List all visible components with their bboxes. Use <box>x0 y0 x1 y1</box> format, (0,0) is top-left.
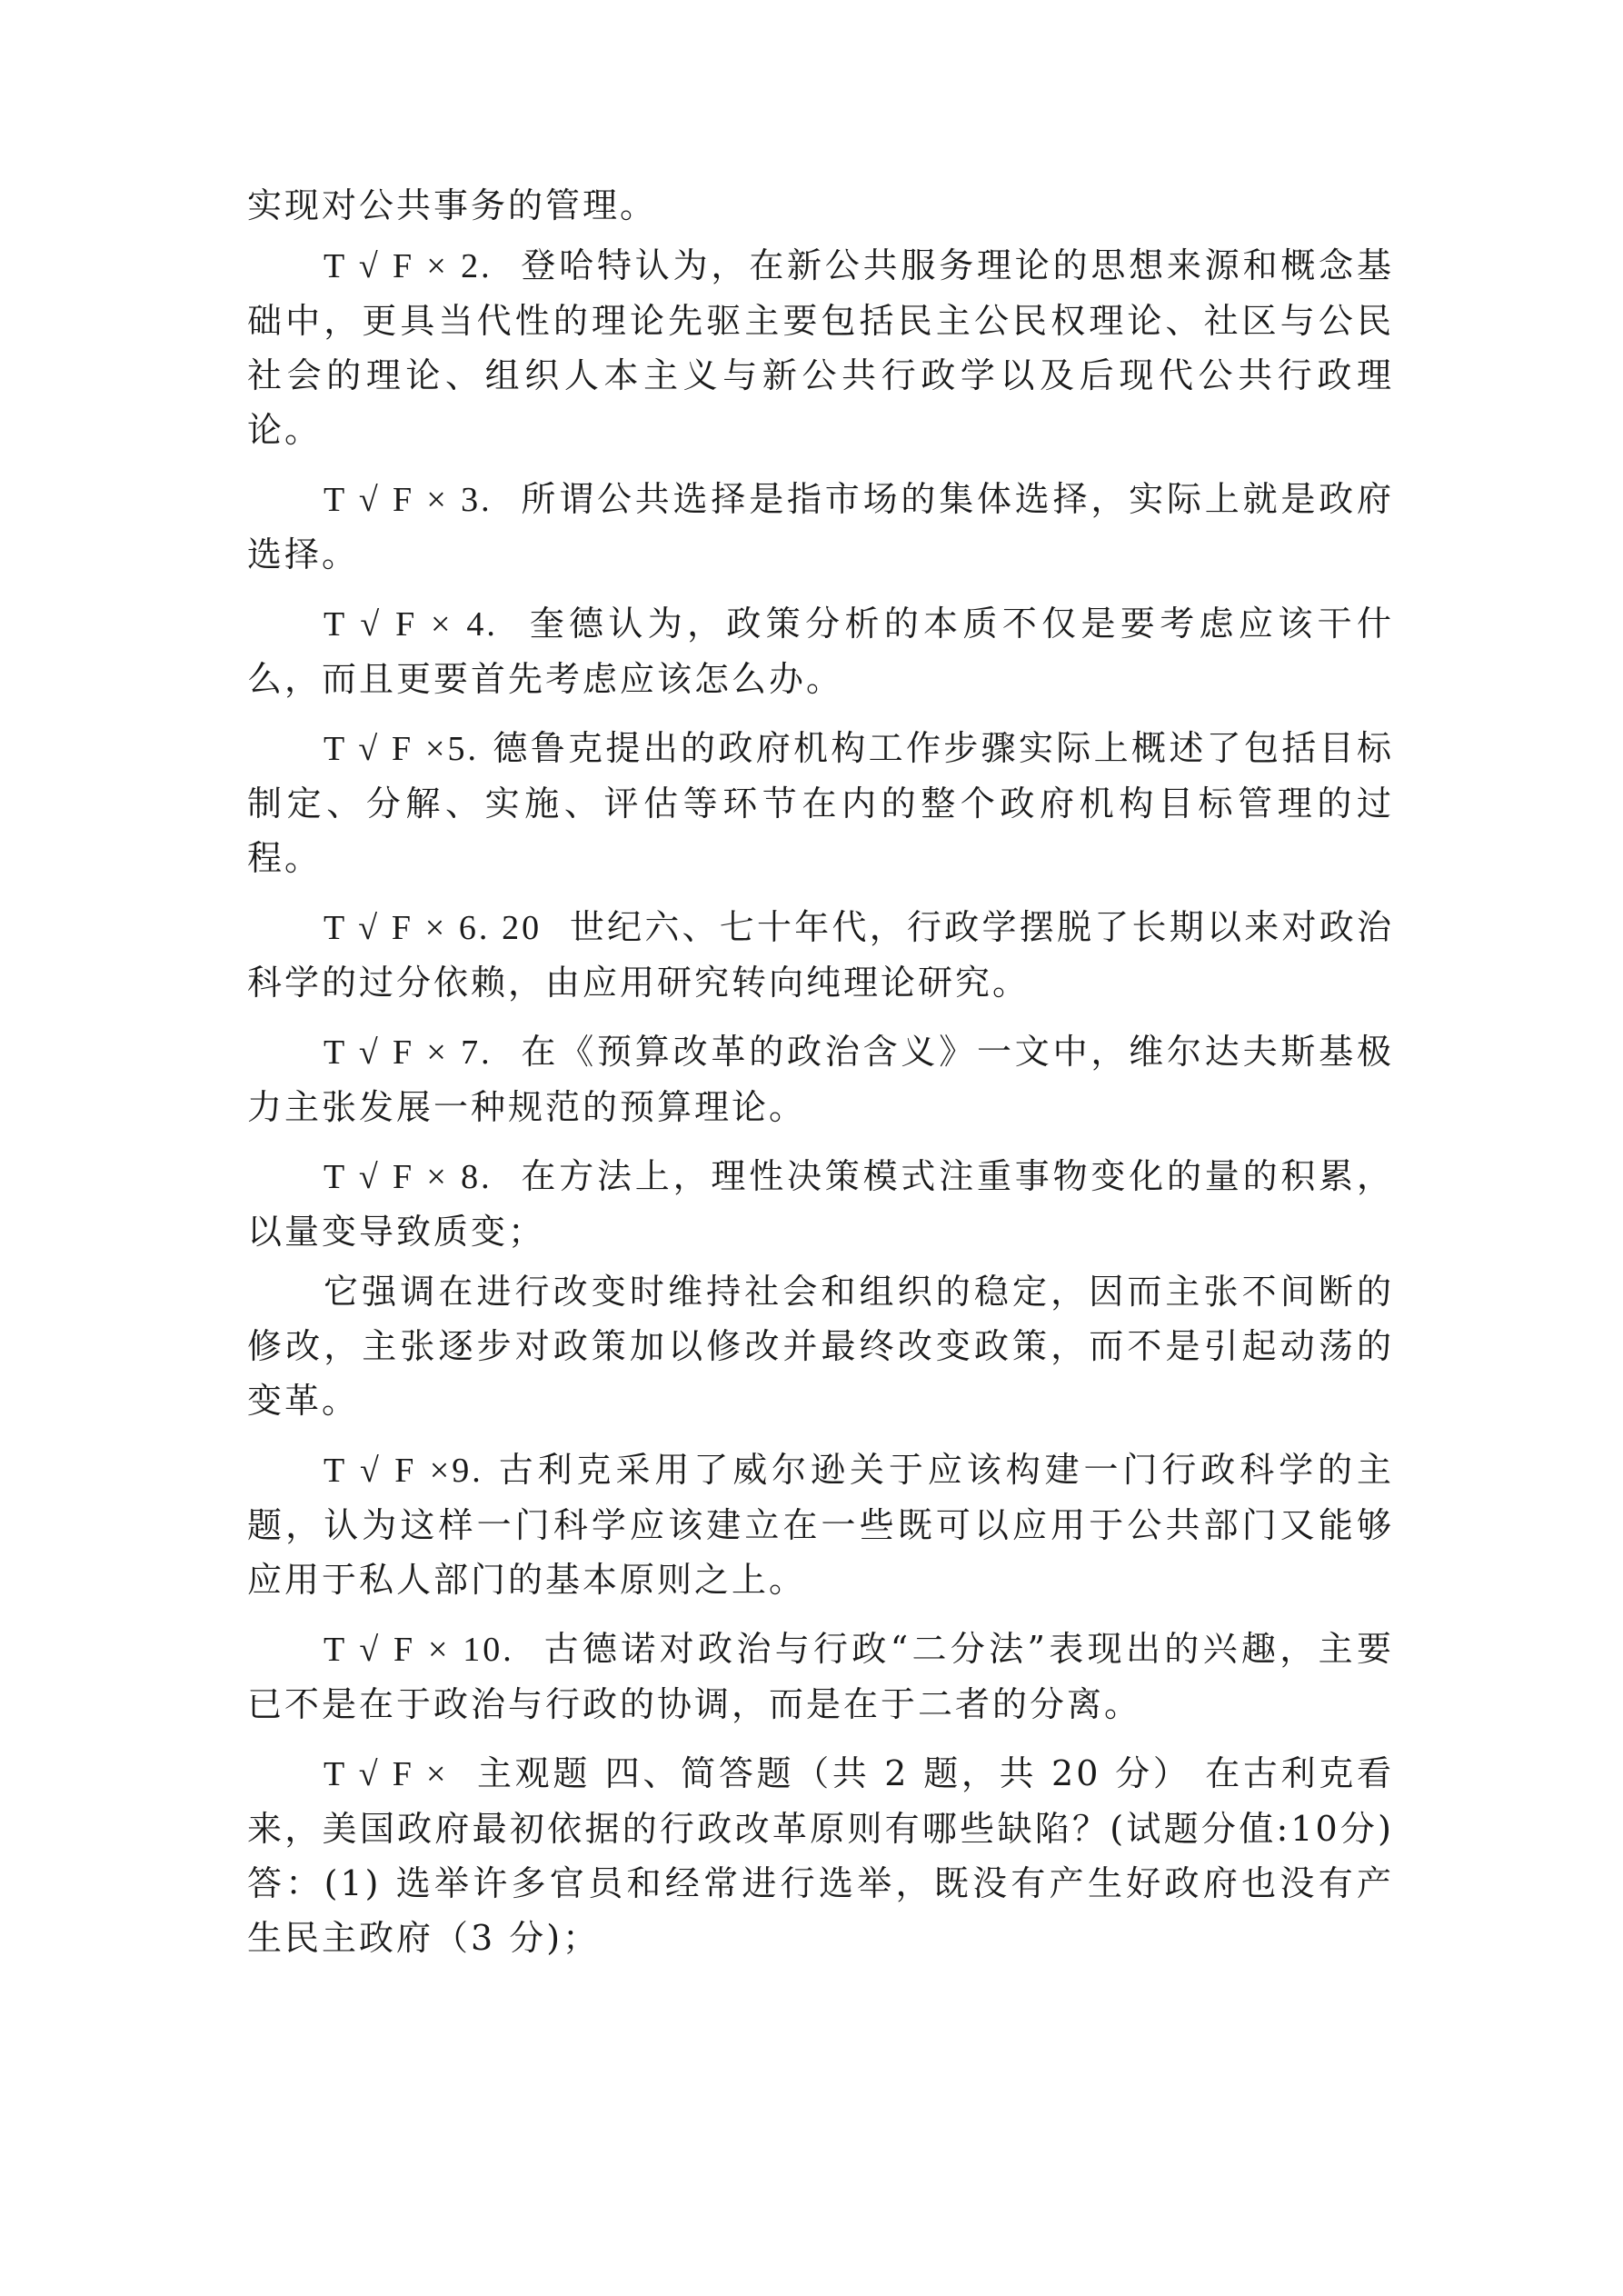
true-false-item-5 <box>247 721 1394 885</box>
true-false-item-10 <box>247 1622 1394 1732</box>
answer-options: T √ F ×9. <box>324 1452 483 1490</box>
answer-options: T √ F ×5. <box>324 730 479 768</box>
paragraph-text: 它强调在进行改变时维持社会和组织的稳定，因而主张不间断的修改，主张逐步对政策加以修改并最终改变政策，而不是引起动荡的变革。 <box>247 1272 1394 1421</box>
answer-options: T √ F × 6. 20 <box>324 909 543 947</box>
paragraph-continuation <box>247 178 1394 233</box>
item-text: 古利克采用了威尔逊关于应该构建一门行政科学的主题，认为这样一门科学应该建立在一些既可以应用于公共部门又能够应用于私人部门的基本原则之上。 <box>247 1450 1394 1600</box>
answer-options: T √ F × 8. <box>324 1158 493 1196</box>
answer-options: T √ F × 4. <box>324 605 498 644</box>
true-false-item-4 <box>247 596 1394 706</box>
true-false-item-6 <box>247 900 1394 1010</box>
item-text: 登哈特认为，在新公共服务理论的思想来源和概念基础中，更具当代性的理论先驱主要包括民主公民权理论、社区与公民社会的理论、组织人本主义与新公共行政学以及后现代公共行政理论。 <box>247 245 1394 450</box>
true-false-item-9 <box>247 1442 1394 1607</box>
item-text: 德鲁克提出的政府机构工作步骤实际上概述了包括目标制定、分解、实施、评估等环节在内的整个政府机构目标管理的过程。 <box>247 728 1394 878</box>
true-false-item-2 <box>247 238 1394 457</box>
answer-options: T √ F × 2. <box>324 247 493 285</box>
short-answer-section <box>247 1746 1394 1965</box>
true-false-item-7 <box>247 1024 1394 1134</box>
answer-options: T √ F × 10. <box>324 1631 514 1669</box>
answer-options: T √ F × 7. <box>324 1033 493 1072</box>
item-text: 世纪六、七十年代，行政学摆脱了长期以来对政治科学的过分依赖，由应用研究转向纯理论研究。 <box>247 907 1394 1003</box>
item-text: 所谓公共选择是指市场的集体选择，实际上就是政府选择。 <box>247 479 1394 574</box>
paragraph-continuation <box>247 1264 1394 1428</box>
answer-options: T √ F × 3. <box>324 481 493 519</box>
item-text: 在《预算改革的政治含义》一文中，维尔达夫斯基极力主张发展一种规范的预算理论。 <box>247 1032 1394 1127</box>
paragraph-text: 实现对公共事务的管理。 <box>247 185 658 225</box>
item-text: 奎德认为，政策分析的本质不仅是要考虑应该干什么，而且更要首先考虑应该怎么办。 <box>247 604 1394 699</box>
item-text: 主观题 四、简答题（共 2 题，共 20 分） 在古利克看来，美国政府最初依据的行政改革原则有哪些缺陷？(试题分值:10分) 答：(1) 选举许多官员和经常进行选举，既没有产生好政府也没有产生民主政府（3 分)； <box>247 1753 1394 1958</box>
document-body <box>247 178 1394 1980</box>
item-text: 在方法上，理性决策模式注重事物变化的量的积累，以量变导致质变； <box>247 1156 1394 1252</box>
true-false-item-3 <box>247 472 1394 582</box>
item-text: 古德诺对政治与行政“二分法”表现出的兴趣，主要已不是在于政治与行政的协调，而是在于二者的分离。 <box>247 1629 1394 1724</box>
answer-options: T √ F × <box>324 1755 449 1793</box>
true-false-item-8 <box>247 1149 1394 1259</box>
